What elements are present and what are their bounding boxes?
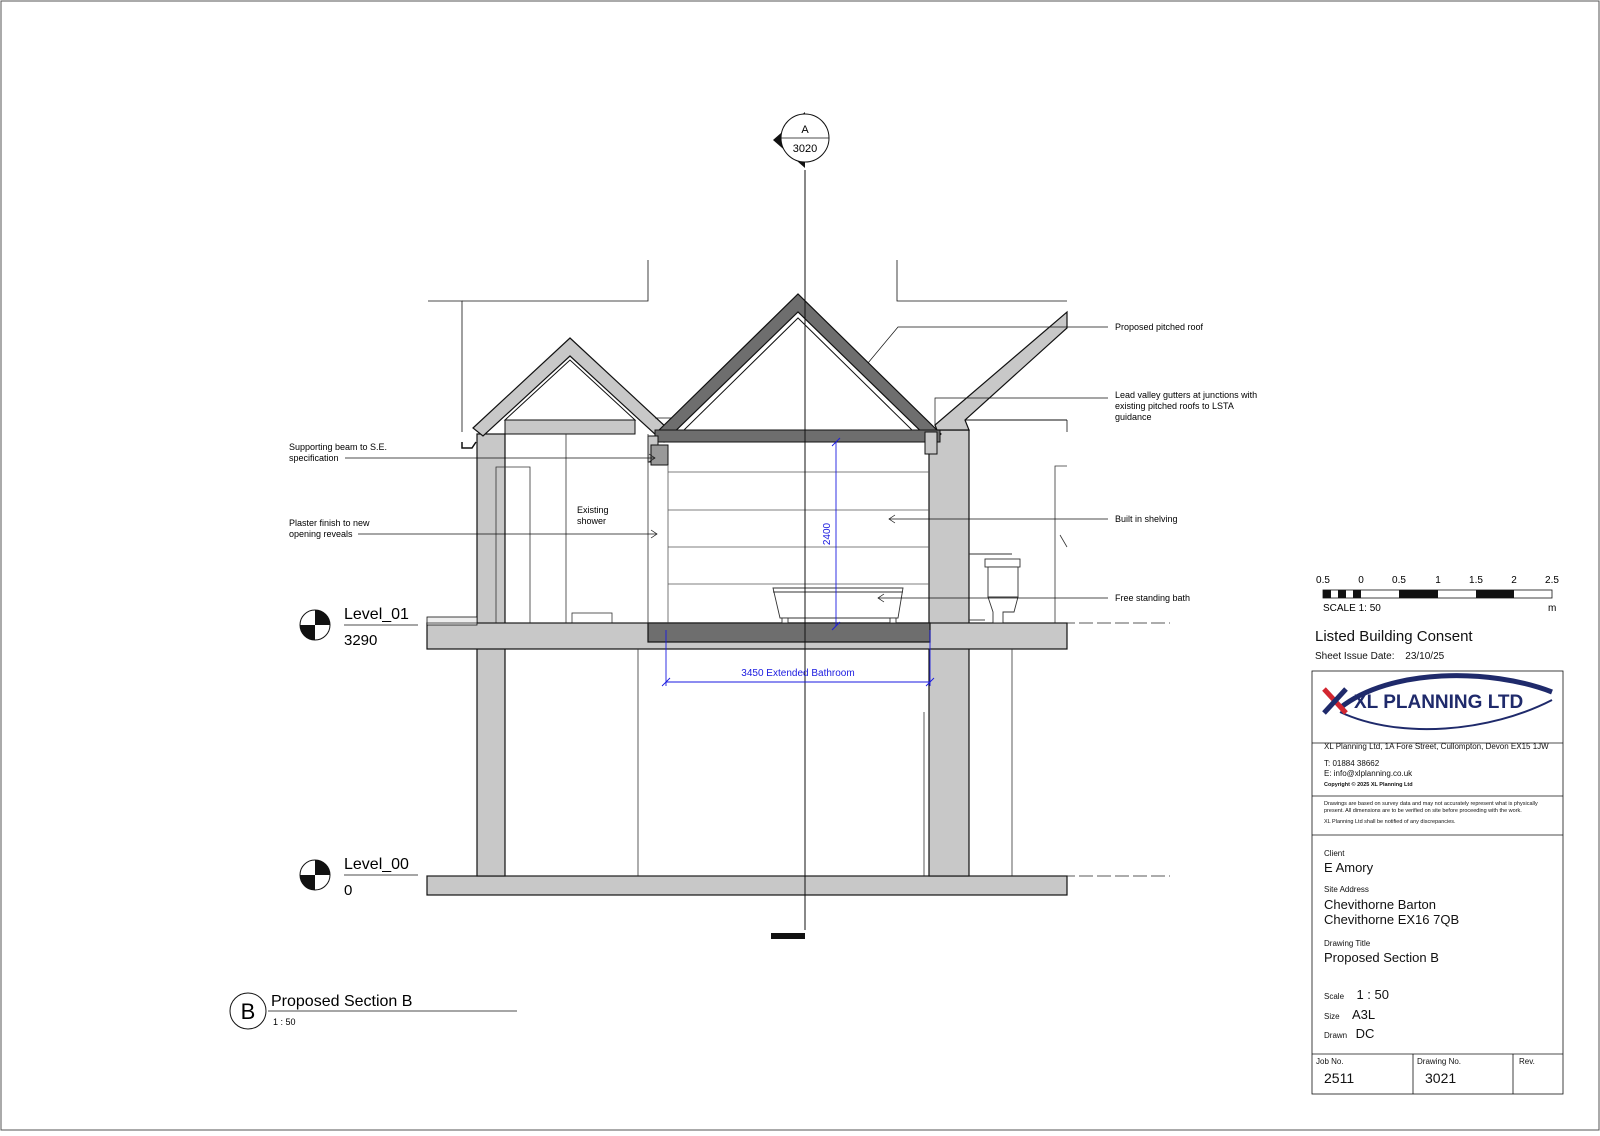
central-wall [929, 430, 969, 876]
job-no-value: 2511 [1324, 1070, 1355, 1086]
drawing-title-value: Proposed Section B [1324, 950, 1439, 965]
view-title-text: Proposed Section B [271, 993, 413, 1010]
view-title [230, 993, 517, 1029]
logo-text: XL PLANNING LTD [1354, 692, 1524, 713]
existing-roof-outline-left [428, 301, 462, 432]
left-gutter [462, 442, 476, 448]
annotations-right [868, 322, 1257, 603]
scale-tick-label: 1 [1435, 575, 1441, 586]
free-standing-bath [773, 588, 903, 623]
existing-shower [496, 434, 648, 623]
view-title-letter: B [240, 999, 256, 1024]
note-plaster-1: Plaster finish to new [289, 518, 370, 528]
right-existing-roof [935, 312, 1067, 430]
scale-tick-label: 1.5 [1469, 575, 1483, 586]
site-line-2: Chevithorne EX16 7QB [1324, 912, 1460, 927]
note-plaster-2: opening reveals [289, 529, 353, 539]
rev-label: Rev. [1519, 1057, 1535, 1066]
wc [969, 554, 1020, 623]
level-00-elevation: 0 [344, 882, 353, 899]
ground-slab [427, 876, 1067, 895]
drawn-row [1324, 1025, 1374, 1043]
left-wall [477, 434, 505, 876]
size-row [1324, 1006, 1375, 1024]
scale-tick-label: 0.5 [1392, 575, 1406, 586]
note-shower-2: shower [577, 516, 607, 526]
site-line-1: Chevithorne Barton [1324, 897, 1437, 912]
note-roof: Proposed pitched roof [1115, 322, 1204, 332]
note-shelving: Built in shelving [1115, 514, 1178, 524]
drawn-label: Drawn [1324, 1031, 1348, 1040]
note-gutters-1: Lead valley gutters at junctions with [1115, 390, 1258, 400]
view-title-scale: 1 : 50 [273, 1017, 296, 1027]
client-value: E Amory [1324, 860, 1374, 875]
scale-tick-label: 2 [1511, 575, 1517, 586]
left-gable-tie [505, 420, 635, 434]
annotations-left [289, 442, 657, 539]
note-beam-2: specification [289, 453, 339, 463]
height-dimension-text: 2400 [822, 522, 833, 546]
drawing-title-label: Drawing Title [1324, 939, 1371, 948]
section-cut-end [771, 933, 805, 939]
supporting-beam [651, 445, 668, 465]
right-door [1055, 466, 1067, 623]
size-value: A3L [1352, 1007, 1376, 1022]
scale-label: Scale [1324, 992, 1345, 1001]
drawn-value: DC [1355, 1026, 1375, 1041]
scale-tick-label: 0 [1358, 575, 1364, 586]
scale-value: 1 : 50 [1356, 987, 1389, 1002]
copyright: Copyright © 2025 XL Planning Ltd [1324, 782, 1413, 788]
note-bath: Free standing bath [1115, 593, 1191, 603]
right-valley-gutter [925, 432, 937, 454]
scale-bar-unit: m [1548, 603, 1557, 614]
issue-date-row [1315, 651, 1444, 662]
company-address: XL Planning Ltd, 1A Fore Street, Cullompton, Devon EX15 1JW [1324, 742, 1549, 751]
existing-roof-outline-right [897, 260, 1067, 301]
company-email: E: info@xlplanning.co.uk [1324, 769, 1413, 778]
scale-tick-label: 2.5 [1545, 575, 1559, 586]
level-01-elevation: 3290 [344, 632, 378, 649]
level-marker-01 [300, 606, 418, 649]
xl-planning-logo [1324, 676, 1552, 729]
scale-bar-label: SCALE 1: 50 [1323, 603, 1381, 614]
building-section [427, 260, 1170, 895]
note-gutters-2: existing pitched roofs to LSTA [1115, 401, 1234, 411]
note-gutters-3: guidance [1115, 412, 1152, 422]
note-beam-1: Supporting beam to S.E. [289, 442, 388, 452]
note-shower-1: Existing [577, 505, 609, 515]
width-dimension-text: 3450 Extended Bathroom [741, 668, 855, 679]
level-marker-00 [300, 856, 418, 899]
level-01-name: Level_01 [344, 606, 409, 623]
stub-slab [427, 617, 477, 625]
client-label: Client [1324, 849, 1345, 858]
level-00-name: Level_00 [344, 856, 409, 873]
bathroom-floor [648, 623, 930, 642]
job-no-label: Job No. [1316, 1057, 1344, 1066]
consent-title: Listed Building Consent [1315, 628, 1473, 645]
company-phone: T: 01884 38662 [1324, 759, 1380, 768]
proposed-ceiling [655, 430, 940, 442]
size-label: Size [1324, 1012, 1340, 1021]
site-label: Site Address [1324, 885, 1369, 894]
drawing-no-label: Drawing No. [1417, 1057, 1462, 1066]
drawing-no-value: 3021 [1425, 1070, 1457, 1086]
scale-bar [1316, 575, 1559, 614]
section-marker-letter: A [801, 124, 809, 136]
section-marker-number: 3020 [792, 143, 818, 155]
disclaimer: Drawings are based on survey data and may not accurately represent what is physically present. All dimensions are to be verified on site before proceeding with the work. [1324, 801, 1538, 814]
scale-row [1324, 986, 1389, 1004]
issue-date-value: 23/10/25 [1405, 651, 1445, 662]
issue-date-label: Sheet Issue Date: [1315, 651, 1395, 662]
section-marker [773, 112, 829, 168]
existing-roof-outline-mid [462, 260, 648, 301]
disclaimer-notify: XL Planning Ltd shall be notified of any discrepancies. [1324, 819, 1456, 825]
scale-tick-label: 0.5 [1316, 575, 1330, 586]
